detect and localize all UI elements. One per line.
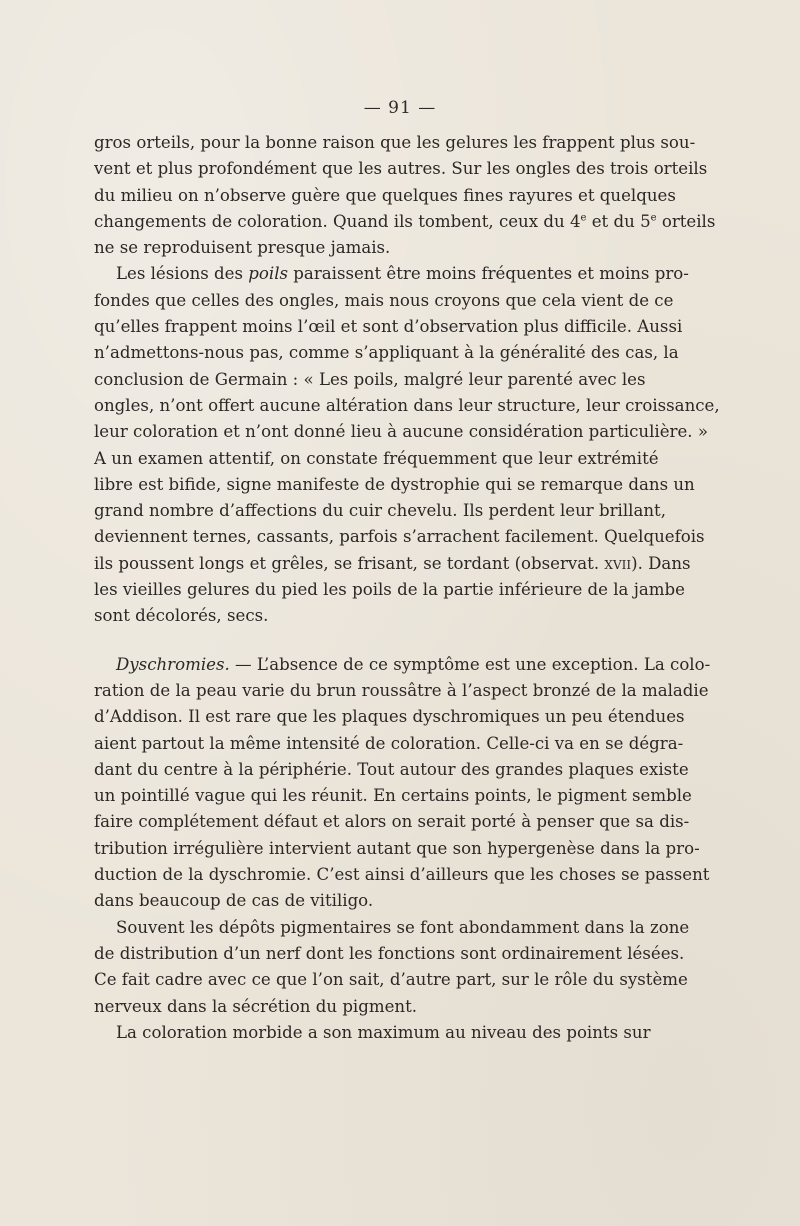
text-fragment: orteils	[656, 211, 716, 231]
text-line: leur coloration et n’ont donné lieu à aucune considération particulière. »	[94, 422, 708, 442]
section-heading: Dyschromies.	[116, 654, 230, 674]
text-line: d’Addison. Il est rare que les plaques dyschromiques un peu étendues	[94, 707, 685, 727]
text-fragment: ). Dans	[631, 553, 691, 573]
paragraph-poils	[94, 261, 720, 629]
text-fragment: et du	[586, 211, 641, 231]
text-line: nerveux dans la sécrétion du pigment.	[94, 996, 418, 1016]
text-line: tribution irrégulière intervient autant que son hypergenèse dans la pro-	[94, 838, 700, 858]
text-line: ration de la peau varie du brun roussâtre à l’aspect bronzé de la maladie	[94, 680, 709, 700]
text-line: fondes que celles des ongles, mais nous croyons que cela vient de ce	[94, 290, 674, 310]
paragraph-dyschromies	[94, 652, 711, 915]
text-fragment: ils poussent longs et grêles, se frisant, se tordant (observat.	[94, 553, 605, 573]
text-line: duction de la dyschromie. C’est ainsi d’ailleurs que les choses se passent	[94, 865, 710, 885]
text-line: Souvent les dépôts pigmentaires se font abondamment dans la zone	[116, 917, 690, 937]
ordinal-number: 5	[640, 211, 651, 231]
text-line: gros orteils, pour la bonne raison que les gelures les frappent plus sou-	[94, 133, 696, 152]
text-fragment: paraissent être moins fréquentes et moins pro-	[288, 264, 689, 284]
text-line: qu’elles frappent moins l’œil et sont d’observation plus difficile. Aussi	[94, 317, 683, 337]
text-line: sont décolorés, secs.	[94, 606, 269, 626]
text-line	[94, 209, 716, 235]
text-line	[94, 261, 689, 287]
text-fragment: Les lésions des	[116, 264, 249, 284]
ordinal-suffix: e	[650, 212, 657, 224]
text-line: La coloration morbide a son maximum au niveau des points sur	[116, 1022, 651, 1042]
text-line: conclusion de Germain : « Les poils, malgré leur parenté avec les	[94, 369, 646, 389]
text-line: dant du centre à la périphérie. Tout autour des grandes plaques existe	[94, 759, 689, 779]
text-line: grand nombre d’affections du cuir chevelu. Ils perdent leur brillant,	[94, 501, 666, 521]
paragraph-ongles	[94, 130, 716, 261]
body-text	[94, 130, 720, 1046]
text-line: un pointillé vague qui les réunit. En certains points, le pigment semble	[94, 786, 692, 806]
text-line: de distribution d’un nerf dont les fonctions sont ordinairement lésées.	[94, 943, 685, 963]
observation-reference: xvii	[604, 553, 632, 573]
paragraph-gap	[94, 630, 642, 652]
text-line: libre est bifide, signe manifeste de dystrophie qui se remarque dans un	[94, 474, 695, 494]
text-line: dans beaucoup de cas de vitiligo.	[94, 891, 374, 911]
paragraph-depots	[94, 915, 690, 1020]
page-number: — 91 —	[363, 98, 437, 118]
text-line: deviennent ternes, cassants, parfois s’arrachent facilement. Quelquefois	[94, 527, 705, 547]
text-line: A un examen attentif, on constate fréquemment que leur extrémité	[94, 448, 659, 468]
ordinal-number: 4	[569, 211, 581, 231]
text-line: Ce fait cadre avec ce que l’on sait, d’autre part, sur le rôle du système	[94, 970, 688, 990]
text-line: faire complétement défaut et alors on serait porté à penser que sa dis-	[94, 812, 690, 832]
text-line: aient partout la même intensité de coloration. Celle-ci va en se dégra-	[94, 733, 684, 753]
text-line	[94, 652, 711, 678]
paragraph-coloration	[94, 1020, 651, 1046]
ordinal-suffix: e	[580, 212, 587, 224]
text-line	[94, 551, 691, 577]
italic-term: poils	[248, 264, 289, 284]
text-fragment: — L’absence de ce symptôme est une exception. La colo-	[229, 654, 711, 674]
text-line: ne se reproduisent presque jamais.	[94, 238, 391, 258]
text-line: n’admettons-nous pas, comme s’appliquant à la généralité des cas, la	[94, 343, 679, 363]
text-line: du milieu on n’observe guère que quelques fines rayures et quelques	[94, 185, 676, 205]
text-fragment: changements de coloration. Quand ils tombent, ceux du	[94, 211, 570, 231]
text-line: les vieilles gelures du pied les poils de la partie inférieure de la jambe	[94, 580, 685, 600]
text-line: vent et plus profondément que les autres. Sur les ongles des trois orteils	[94, 159, 708, 179]
text-line: ongles, n’ont offert aucune altération dans leur structure, leur croissance,	[94, 395, 720, 415]
